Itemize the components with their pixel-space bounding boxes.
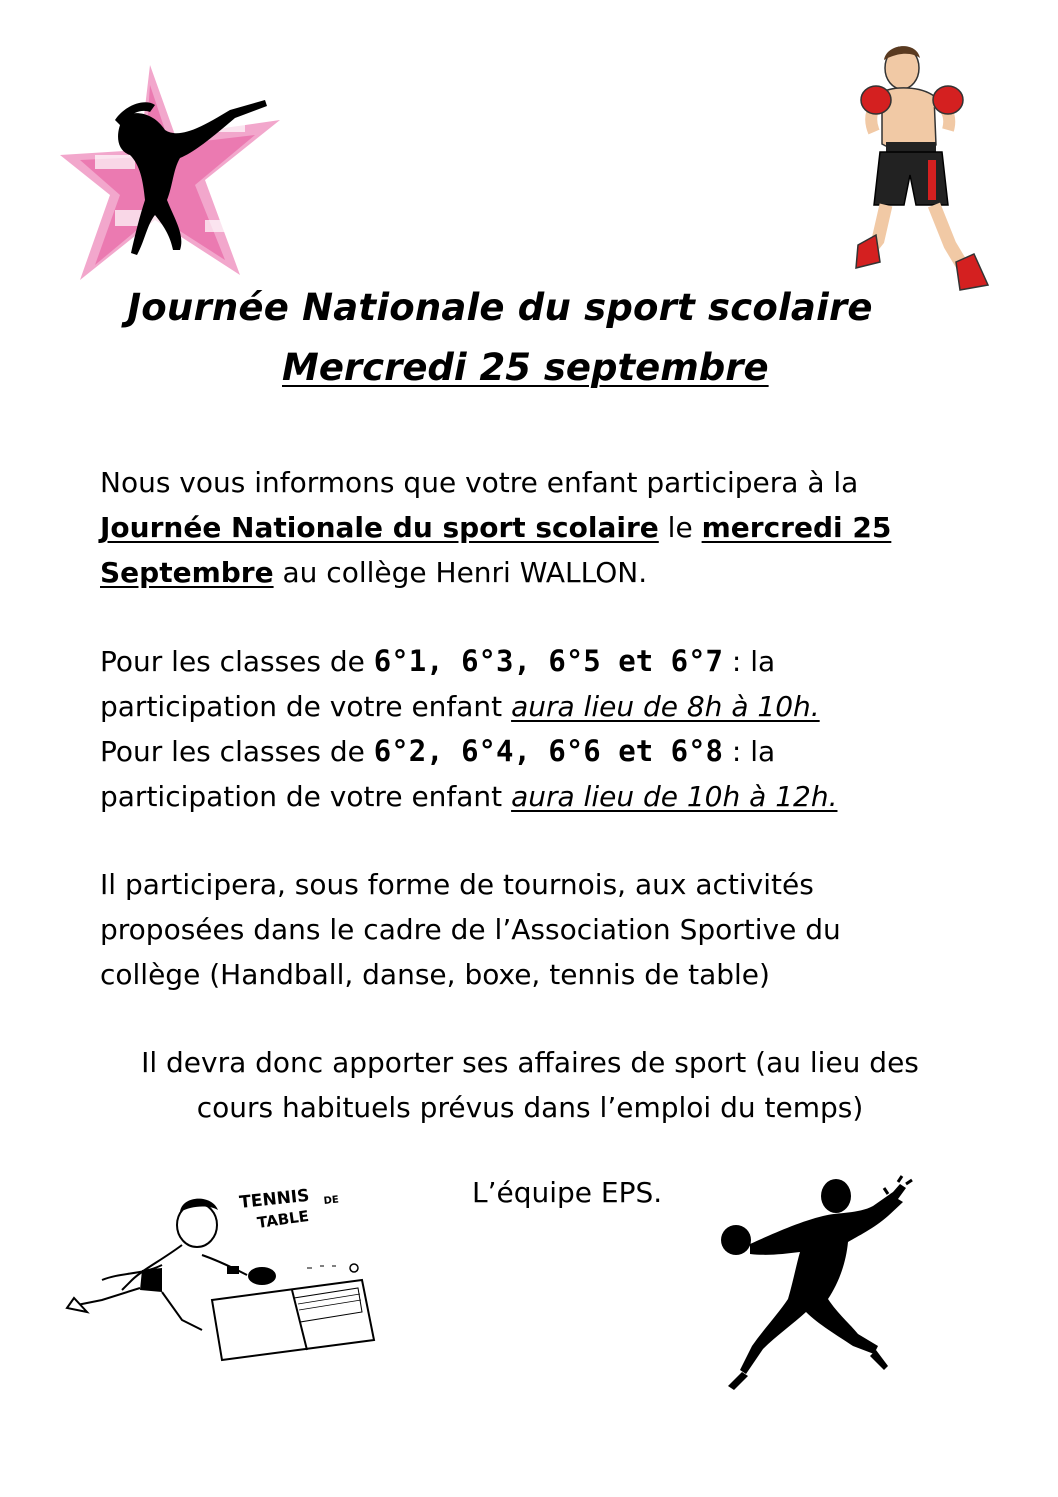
handball-player-icon: [688, 1174, 923, 1394]
activities-line: collège (Handball, danse, boxe, tennis de table): [100, 958, 770, 991]
group2-classes: 6°2, 6°4, 6°6 et 6°8: [373, 734, 723, 768]
equipment-line: Il devra donc apporter ses affaires de sport (au lieu des: [141, 1046, 919, 1079]
page-title: Journée Nationale du sport scolaire: [127, 286, 873, 329]
event-location: au collège Henri WALLON.: [273, 556, 648, 589]
signature: L’équipe EPS.: [472, 1176, 663, 1209]
connector-text: le: [658, 511, 702, 544]
svg-text:TENNIS: TENNIS: [238, 1185, 311, 1213]
event-date-day: mercredi 25: [701, 511, 892, 544]
intro-text: Nous vous informons que votre enfant participera à la: [100, 466, 859, 499]
schedule-suffix: : la: [723, 735, 776, 768]
activities-line: proposées dans le cadre de l’Association Sportive du: [100, 913, 841, 946]
equipment-paragraph: [70, 1040, 990, 1130]
schedule-paragraph: [100, 639, 980, 819]
equipment-line: cours habituels prévus dans l’emploi du temps): [196, 1091, 864, 1124]
event-date-month: Septembre: [100, 556, 274, 589]
svg-text:TABLE: TABLE: [256, 1206, 310, 1232]
boxer-icon: [850, 40, 995, 298]
table-tennis-player-icon: [62, 1180, 382, 1380]
page-subtitle-date: Mercredi 25 septembre: [282, 346, 769, 389]
dancer-star-icon: [55, 60, 285, 285]
participation-text: participation de votre enfant: [100, 780, 512, 813]
schedule-suffix: : la: [723, 645, 776, 678]
participation-text: participation de votre enfant: [100, 690, 512, 723]
intro-paragraph: [100, 460, 980, 595]
svg-text:DE: DE: [323, 1194, 340, 1207]
activities-line: Il participera, sous forme de tournois, aux activités: [100, 868, 814, 901]
activities-paragraph: [100, 862, 980, 997]
event-name: Journée Nationale du sport scolaire: [100, 511, 659, 544]
group1-classes: 6°1, 6°3, 6°5 et 6°7: [373, 644, 723, 678]
group2-time: aura lieu de 10h à 12h.: [511, 780, 838, 813]
schedule-prefix: Pour les classes de: [100, 735, 374, 768]
schedule-prefix: Pour les classes de: [100, 645, 374, 678]
group1-time: aura lieu de 8h à 10h.: [511, 690, 820, 723]
